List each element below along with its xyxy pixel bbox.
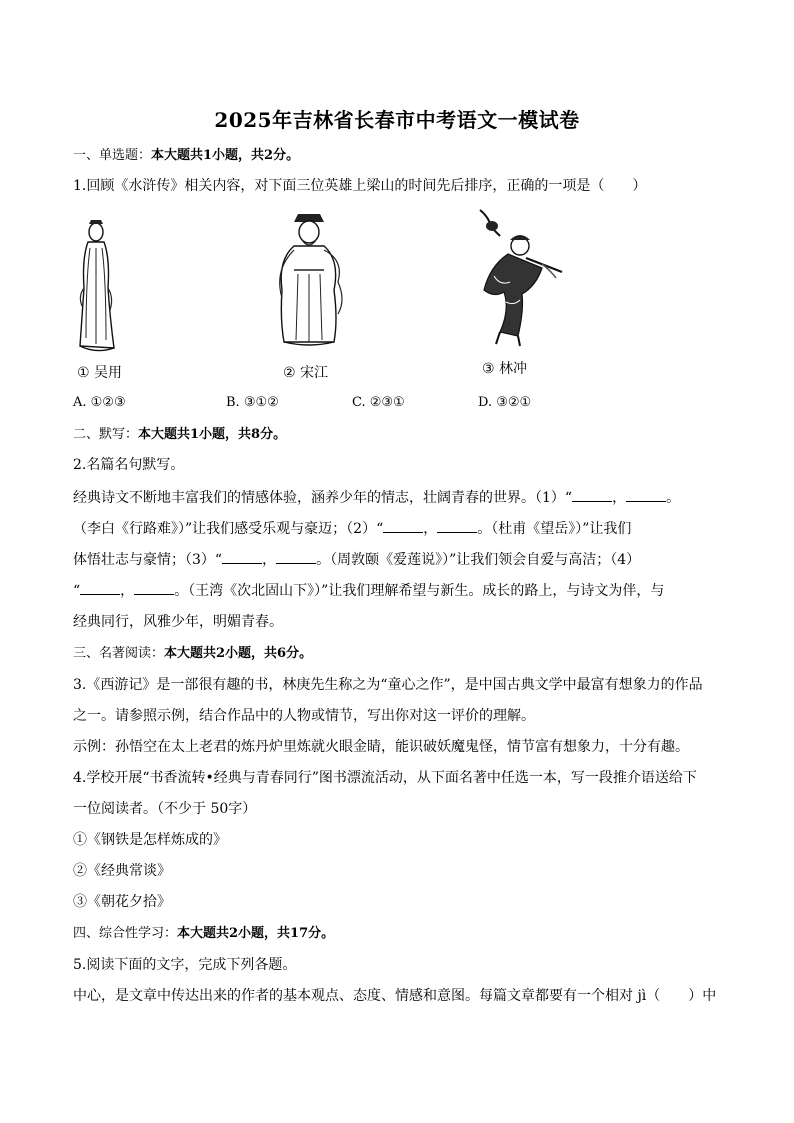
q4-line-2: 一位阅读者。（不少于 50字）: [73, 801, 257, 817]
answer-blank[interactable]: [276, 551, 316, 564]
answer-blank[interactable]: [134, 582, 174, 595]
book-option-1: ①《钢铁是怎样炼成的》: [73, 832, 227, 848]
section-heading-4: [73, 924, 334, 944]
section-heading-2: [73, 425, 286, 445]
q2-text: 经典诗文不断地丰富我们的情感体验，涵养少年的情志，壮阔青春的世界。（1）“: [73, 490, 573, 506]
question-1-stem: 1.回顾《水浒传》相关内容，对下面三位英雄上梁山的时间先后排序，正确的一项是（ ）: [73, 178, 647, 194]
caption-song-jiang: ② 宋江: [283, 365, 329, 381]
caption-wu-yong: ① 吴用: [77, 365, 123, 381]
q2-line-4: [73, 581, 664, 601]
song-jiang-illustration: [268, 210, 350, 348]
section-info: 本大题共2小题，共6分。: [164, 646, 313, 661]
q2-comma: ，: [612, 490, 627, 506]
section-label: 三、名著阅读：: [73, 646, 165, 661]
wu-yong-illustration: [74, 218, 118, 354]
section-heading-1: [73, 146, 299, 166]
q2-period: 。: [666, 490, 681, 506]
q2-comma: ，: [262, 552, 277, 568]
q5-passage-line-1: 中心，是文章中传达出来的作者的基本观点、态度、情感和意图。每篇文章都要有一个相对 jì（ ）中: [73, 988, 717, 1004]
page-title: 2025年吉林省长春市中考语文一模试卷: [214, 108, 580, 132]
section-info: 本大题共1小题，共2分。: [151, 148, 300, 163]
q2-text: “: [73, 583, 81, 599]
lin-chong-illustration: [470, 206, 566, 348]
q2-text: 。（杜甫《望岳》）”让我们: [477, 521, 632, 537]
q2-line-1: [73, 488, 680, 508]
question-5-stem: 5.阅读下面的文字，完成下列各题。: [73, 957, 297, 973]
option-b: B. ③①②: [226, 395, 279, 410]
q2-line-2: [73, 519, 631, 539]
section-label: 一、单选题：: [73, 148, 152, 163]
q3-example: 示例：孙悟空在太上老君的炼丹炉里炼就火眼金睛，能识破妖魔鬼怪，情节富有想象力，十分有趣。: [73, 739, 689, 755]
section-heading-3: [73, 644, 312, 664]
section-label: 四、综合性学习：: [73, 926, 178, 941]
option-d: D. ③②①: [478, 395, 532, 410]
q2-text: 。（王湾《次北固山下》）”让我们理解希望与新生。成长的路上，与诗文为伴，与: [174, 583, 665, 599]
option-c: C. ②③①: [352, 395, 405, 410]
q2-comma: ，: [120, 583, 135, 599]
caption-lin-chong: ③ 林冲: [482, 361, 528, 377]
q2-text: （李白《行路难》）”让我们感受乐观与豪迈；（2）“: [73, 521, 384, 537]
answer-blank[interactable]: [572, 489, 612, 502]
section-info: 本大题共2小题，共17分。: [177, 926, 335, 941]
q3-line-1: 3.《西游记》是一部很有趣的书，林庚先生称之为“童心之作”，是中国古典文学中最富有想象力的作品: [73, 677, 703, 693]
answer-blank[interactable]: [383, 520, 423, 533]
q2-text: 。（周敦颐《爱莲说》）”让我们领会自爱与高洁；（4）: [316, 552, 641, 568]
q2-comma: ，: [423, 521, 438, 537]
answer-blank[interactable]: [626, 489, 666, 502]
answer-blank[interactable]: [80, 582, 120, 595]
option-a: A. ①②③: [73, 395, 126, 410]
book-option-2: ②《经典常谈》: [73, 863, 171, 879]
answer-blank[interactable]: [437, 520, 477, 533]
section-label: 二、默写：: [73, 427, 139, 442]
section-info: 本大题共1小题，共8分。: [138, 427, 287, 442]
question-2-stem: 2.名篇名句默写。: [73, 457, 185, 473]
q3-line-2: 之一。请参照示例，结合作品中的人物或情节，写出你对这一评价的理解。: [73, 708, 535, 724]
q2-line-3: [73, 550, 640, 570]
q2-text: 体悟壮志与豪情；（3）“: [73, 552, 223, 568]
q2-line-5: 经典同行，风雅少年，明媚青春。: [73, 614, 283, 630]
answer-blank[interactable]: [222, 551, 262, 564]
q4-line-1: 4.学校开展“书香流转•经典与青春同行”图书漂流活动，从下面名著中任选一本，写一段推介语送给下: [73, 770, 697, 786]
book-option-3: ③《朝花夕拾》: [73, 894, 171, 910]
